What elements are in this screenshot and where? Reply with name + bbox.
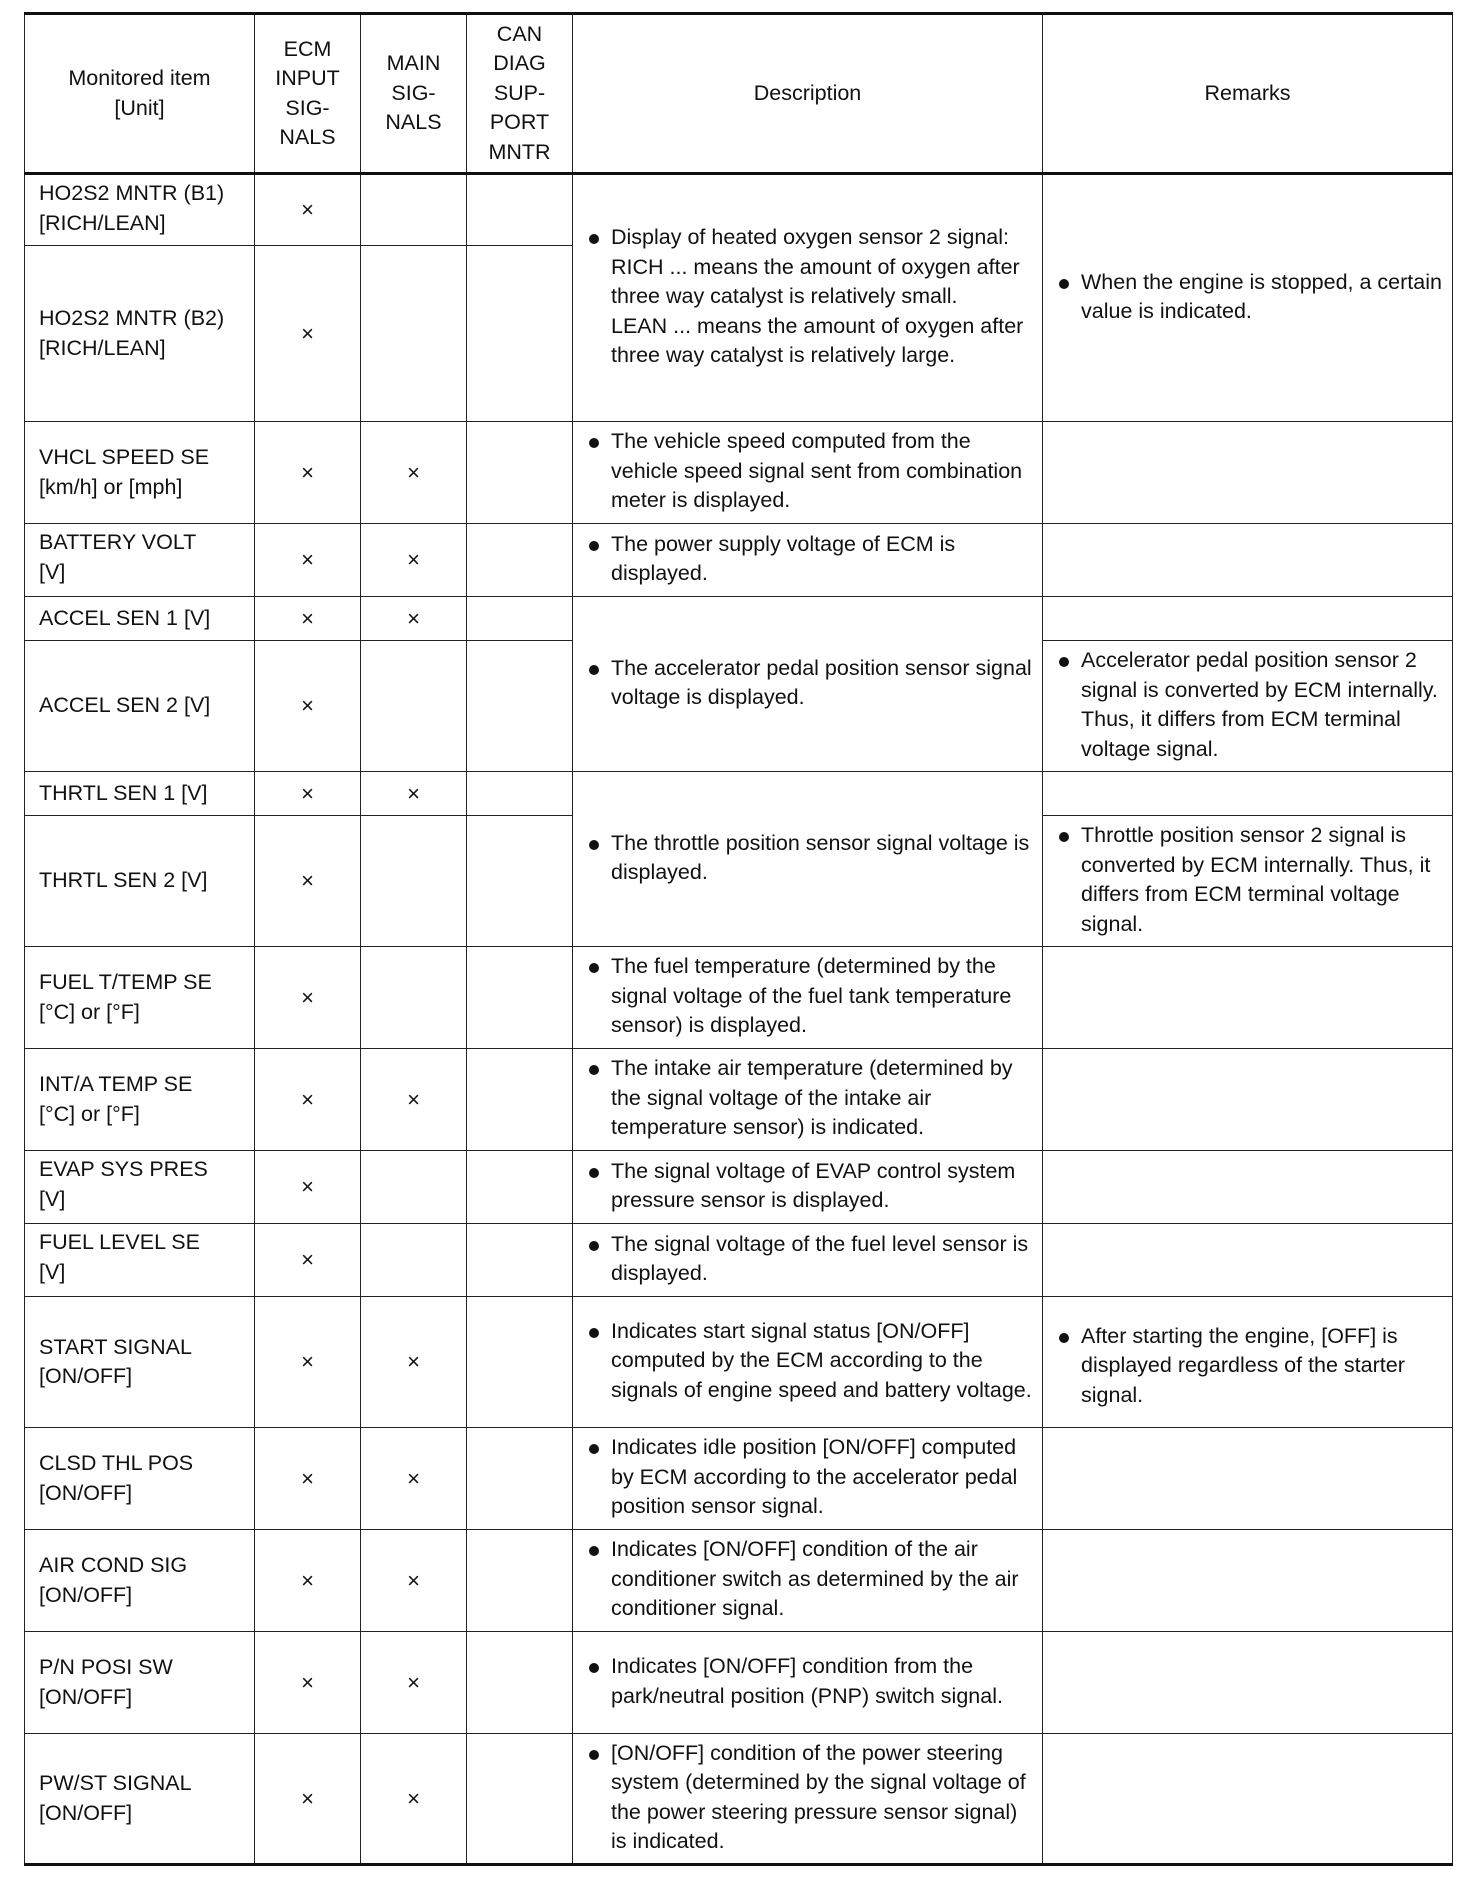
table-row — [25, 524, 1453, 597]
monitored-item: HO2S2 MNTR (B2) [RICH/LEAN] — [25, 246, 255, 422]
header-main-signals: MAIN SIG- NALS — [361, 14, 467, 174]
ecm-input-mark: × — [255, 1224, 361, 1297]
ecm-input-mark: × — [255, 947, 361, 1049]
table-row — [25, 174, 1453, 246]
can-diag-mark — [467, 597, 573, 641]
ecm-input-mark: × — [255, 524, 361, 597]
remarks-cell — [1043, 772, 1453, 816]
remarks-cell — [1043, 422, 1453, 524]
monitored-item: THRTL SEN 1 [V] — [25, 772, 255, 816]
ecm-input-mark: × — [255, 174, 361, 246]
description-cell: The intake air temperature (determined by the signal voltage of the intake air temperature sensor) is indicated. — [573, 1049, 1043, 1151]
table-row — [25, 1428, 1453, 1530]
can-diag-mark — [467, 524, 573, 597]
table-row — [25, 1297, 1453, 1428]
description-cell: Indicates start signal status [ON/OFF] computed by the ECM according to the signals of engine speed and battery voltage. — [573, 1297, 1043, 1428]
table-row — [25, 1632, 1453, 1734]
remarks-cell — [1043, 1428, 1453, 1530]
main-signal-mark: × — [361, 1297, 467, 1428]
main-signal-mark: × — [361, 772, 467, 816]
main-signal-mark: × — [361, 597, 467, 641]
table-row — [25, 422, 1453, 524]
can-diag-mark — [467, 1530, 573, 1632]
can-diag-mark — [467, 947, 573, 1049]
can-diag-mark — [467, 1224, 573, 1297]
can-diag-mark — [467, 1428, 573, 1530]
remarks-cell — [1043, 1632, 1453, 1734]
can-diag-mark — [467, 1297, 573, 1428]
description-cell: Display of heated oxygen sensor 2 signal: RICH ... means the amount of oxygen after three way catalyst is relatively small. LEAN ... means the amount of oxygen after three way catalyst is relatively large. — [573, 174, 1043, 422]
can-diag-mark — [467, 816, 573, 947]
main-signal-mark — [361, 816, 467, 947]
table-row — [25, 1049, 1453, 1151]
table-row — [25, 1530, 1453, 1632]
main-signal-mark: × — [361, 422, 467, 524]
ecm-input-mark: × — [255, 1049, 361, 1151]
description-cell: Indicates idle position [ON/OFF] computed by ECM according to the accelerator pedal position sensor signal. — [573, 1428, 1043, 1530]
remarks-cell — [1043, 1530, 1453, 1632]
can-diag-mark — [467, 1734, 573, 1865]
ecm-input-mark: × — [255, 246, 361, 422]
remarks-cell — [1043, 1734, 1453, 1865]
main-signal-mark — [361, 947, 467, 1049]
main-signal-mark: × — [361, 1049, 467, 1151]
monitored-item: START SIGNAL [ON/OFF] — [25, 1297, 255, 1428]
description-cell: Indicates [ON/OFF] condition of the air conditioner switch as determined by the air conditioner signal. — [573, 1530, 1043, 1632]
header-row — [25, 14, 1453, 174]
monitored-item: FUEL LEVEL SE [V] — [25, 1224, 255, 1297]
table-row — [25, 947, 1453, 1049]
monitored-item: CLSD THL POS [ON/OFF] — [25, 1428, 255, 1530]
can-diag-mark — [467, 1632, 573, 1734]
main-signal-mark: × — [361, 1632, 467, 1734]
remarks-cell — [1043, 1224, 1453, 1297]
main-signal-mark: × — [361, 1530, 467, 1632]
table-row — [25, 1151, 1453, 1224]
main-signal-mark — [361, 174, 467, 246]
description-cell: The power supply voltage of ECM is displayed. — [573, 524, 1043, 597]
can-diag-mark — [467, 246, 573, 422]
header-ecm-input-signals: ECM INPUT SIG- NALS — [255, 14, 361, 174]
table-row — [25, 597, 1453, 641]
description-cell: The fuel temperature (determined by the signal voltage of the fuel tank temperature sensor) is displayed. — [573, 947, 1043, 1049]
remarks-cell: After starting the engine, [OFF] is displayed regardless of the starter signal. — [1043, 1297, 1453, 1428]
monitored-item: ACCEL SEN 1 [V] — [25, 597, 255, 641]
remarks-cell — [1043, 1151, 1453, 1224]
ecm-input-mark: × — [255, 597, 361, 641]
monitored-item: ACCEL SEN 2 [V] — [25, 641, 255, 772]
ecm-input-mark: × — [255, 1151, 361, 1224]
remarks-cell — [1043, 947, 1453, 1049]
monitored-item: HO2S2 MNTR (B1) [RICH/LEAN] — [25, 174, 255, 246]
monitored-item: FUEL T/TEMP SE [°C] or [°F] — [25, 947, 255, 1049]
description-cell: The throttle position sensor signal voltage is displayed. — [573, 772, 1043, 947]
monitored-item: EVAP SYS PRES [V] — [25, 1151, 255, 1224]
monitored-item: THRTL SEN 2 [V] — [25, 816, 255, 947]
main-signal-mark: × — [361, 1734, 467, 1865]
remarks-cell — [1043, 597, 1453, 641]
remarks-cell — [1043, 1049, 1453, 1151]
table-row — [25, 1224, 1453, 1297]
can-diag-mark — [467, 772, 573, 816]
monitored-item: PW/ST SIGNAL [ON/OFF] — [25, 1734, 255, 1865]
header-description: Description — [573, 14, 1043, 174]
can-diag-mark — [467, 641, 573, 772]
main-signal-mark: × — [361, 524, 467, 597]
main-signal-mark — [361, 246, 467, 422]
table-row — [25, 772, 1453, 816]
main-signal-mark — [361, 1224, 467, 1297]
description-cell: The accelerator pedal position sensor signal voltage is displayed. — [573, 597, 1043, 772]
monitored-item: INT/A TEMP SE [°C] or [°F] — [25, 1049, 255, 1151]
description-cell: [ON/OFF] condition of the power steering system (determined by the signal voltage of the power steering pressure sensor signal) is indicated. — [573, 1734, 1043, 1865]
monitored-item: VHCL SPEED SE [km/h] or [mph] — [25, 422, 255, 524]
ecm-input-mark: × — [255, 1297, 361, 1428]
monitored-item: P/N POSI SW [ON/OFF] — [25, 1632, 255, 1734]
ecm-input-mark: × — [255, 1530, 361, 1632]
ecm-input-mark: × — [255, 1428, 361, 1530]
ecm-input-mark: × — [255, 1734, 361, 1865]
ecm-input-mark: × — [255, 641, 361, 772]
monitored-item: BATTERY VOLT [V] — [25, 524, 255, 597]
description-cell: The vehicle speed computed from the vehicle speed signal sent from combination meter is displayed. — [573, 422, 1043, 524]
header-remarks: Remarks — [1043, 14, 1453, 174]
can-diag-mark — [467, 1151, 573, 1224]
description-cell: The signal voltage of the fuel level sensor is displayed. — [573, 1224, 1043, 1297]
monitored-item: AIR COND SIG [ON/OFF] — [25, 1530, 255, 1632]
ecm-input-mark: × — [255, 422, 361, 524]
ecm-input-mark: × — [255, 772, 361, 816]
can-diag-mark — [467, 174, 573, 246]
ecm-input-mark: × — [255, 816, 361, 947]
description-cell: Indicates [ON/OFF] condition from the park/neutral position (PNP) switch signal. — [573, 1632, 1043, 1734]
remarks-cell: Throttle position sensor 2 signal is converted by ECM internally. Thus, it differs from ECM terminal voltage signal. — [1043, 816, 1453, 947]
table-row — [25, 1734, 1453, 1865]
main-signal-mark — [361, 1151, 467, 1224]
main-signal-mark — [361, 641, 467, 772]
description-cell: The signal voltage of EVAP control system pressure sensor is displayed. — [573, 1151, 1043, 1224]
can-diag-mark — [467, 1049, 573, 1151]
can-diag-mark — [467, 422, 573, 524]
main-signal-mark: × — [361, 1428, 467, 1530]
ecm-input-mark: × — [255, 1632, 361, 1734]
remarks-cell — [1043, 524, 1453, 597]
header-can-diag-support-mntr: CAN DIAG SUP- PORT MNTR — [467, 14, 573, 174]
monitor-item-table — [24, 12, 1453, 1866]
remarks-cell: Accelerator pedal position sensor 2 signal is converted by ECM internally. Thus, it differs from ECM terminal voltage signal. — [1043, 641, 1453, 772]
header-monitored-item: Monitored item [Unit] — [25, 14, 255, 174]
remarks-cell: When the engine is stopped, a certain value is indicated. — [1043, 174, 1453, 422]
